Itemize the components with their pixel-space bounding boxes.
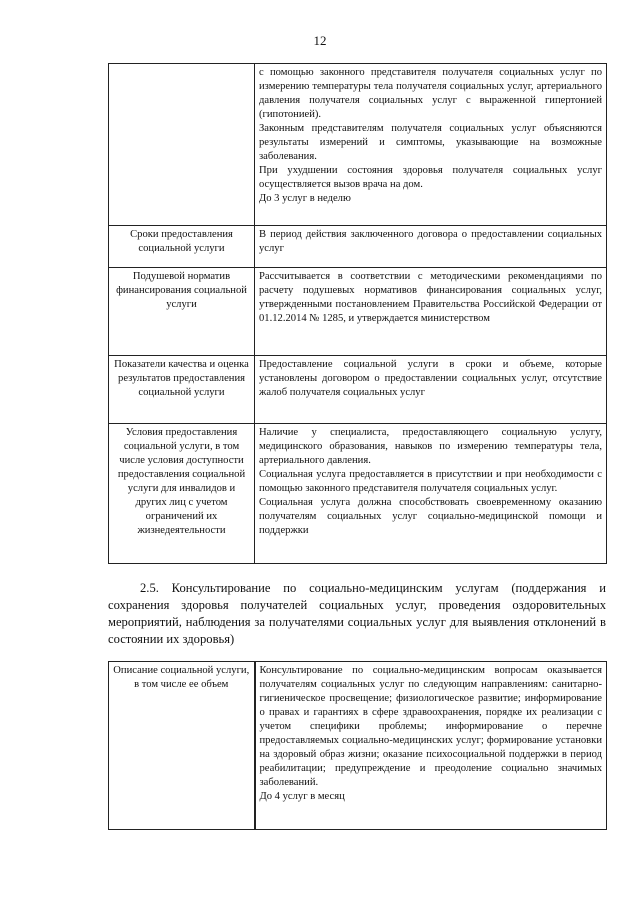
row-value bbox=[255, 424, 607, 564]
services-table bbox=[108, 63, 607, 564]
value-paragraph: Законным представителям получателя социальных услуг объясняются результаты измерений и симптомы, указывающие на возможные заболевания. bbox=[259, 123, 602, 162]
table-row bbox=[109, 64, 607, 226]
value-paragraph: Социальная услуга предоставляется в присутствии и при необходимости с помощью законного представителя получателя социальных услуг. bbox=[259, 469, 602, 494]
value-paragraph: До 4 услуг в месяц bbox=[259, 791, 345, 802]
row-label: Описание социальной услуги, в том числе ее объем bbox=[109, 662, 255, 830]
table-row bbox=[109, 424, 607, 564]
row-value bbox=[255, 662, 607, 830]
value-paragraph: В период действия заключенного договора о предоставлении социальных услуг bbox=[259, 229, 602, 254]
row-value bbox=[255, 268, 607, 356]
row-label: Подушевой норматив финансирования социальной услуги bbox=[109, 268, 255, 356]
value-paragraph: Предоставление социальной услуги в сроки и объеме, которые установлены договором о предоставлении социальных услуг, отсутствие жалоб получателя социальных услуг bbox=[259, 359, 602, 398]
table-row bbox=[109, 356, 607, 424]
table-row bbox=[109, 662, 607, 830]
table-row bbox=[109, 268, 607, 356]
row-value bbox=[255, 356, 607, 424]
row-value bbox=[255, 226, 607, 268]
value-paragraph: Наличие у специалиста, предоставляющего социальную услугу, медицинского образования, навыков по измерению температуры тела, артериального давления. bbox=[259, 427, 602, 466]
value-paragraph: Рассчитывается в соответствии с методическими рекомендациями по расчету подушевых нормативов финансирования социальных услуг, утвержденными постановлением Правительства Российской Федерации от 01.12.2014 № 1285, и утверждается министерством bbox=[259, 271, 602, 324]
value-paragraph: Консультирование по социально-медицинским вопросам оказывается получателям социальных услуг по следующим направлениям: санитарно-гигиеническое просвещение; физиологическое развитие; информирование о правах и гарантиях в сфере здравоохранения, порядке их реализации с учетом специфики проблемы; информирование о перечне предоставляемых социально-медицинских услуг; формирование установки на здоровый образ жизни; оказание психосоциальной поддержки в период реабилитации; предупреждение и преодоление социально значимых заболеваний. bbox=[259, 665, 602, 788]
value-paragraph: с помощью законного представителя получателя социальных услуг по измерению температуры тела получателя социальных услуг, артериального давления получателя социальных услуг с выраженной гипертонией (гипотонией). bbox=[259, 67, 602, 120]
row-label bbox=[109, 64, 255, 226]
row-value bbox=[255, 64, 607, 226]
consultation-table bbox=[108, 661, 607, 830]
value-paragraph: До 3 услуг в неделю bbox=[259, 193, 351, 204]
row-label: Сроки предоставления социальной услуги bbox=[109, 226, 255, 268]
row-label: Показатели качества и оценка результатов предоставления социальной услуги bbox=[109, 356, 255, 424]
row-label: Условия предоставления социальной услуги, в том числе условия доступности предоставления социальной услуги для инвалидов и других лиц с учетом ограничений их жизнедеятельности bbox=[109, 424, 255, 564]
table-row bbox=[109, 226, 607, 268]
section-heading: 2.5. Консультирование по социально-медицинским услугам (поддержания и сохранения здоровья получателей социальных услуг, проведения оздоровительных мероприятий, наблюдения за получателями социальных услуг для выявления отклонений в состоянии их здоровья) bbox=[108, 581, 606, 646]
page-number: 12 bbox=[313, 33, 327, 48]
value-paragraph: Социальная услуга должна способствовать своевременному оказанию получателям социальных услуг социально-медицинской помощи и поддержки bbox=[259, 497, 602, 536]
value-paragraph: При ухудшении состояния здоровья получателя социальных услуг осуществляется вызов врача на дом. bbox=[259, 165, 602, 190]
